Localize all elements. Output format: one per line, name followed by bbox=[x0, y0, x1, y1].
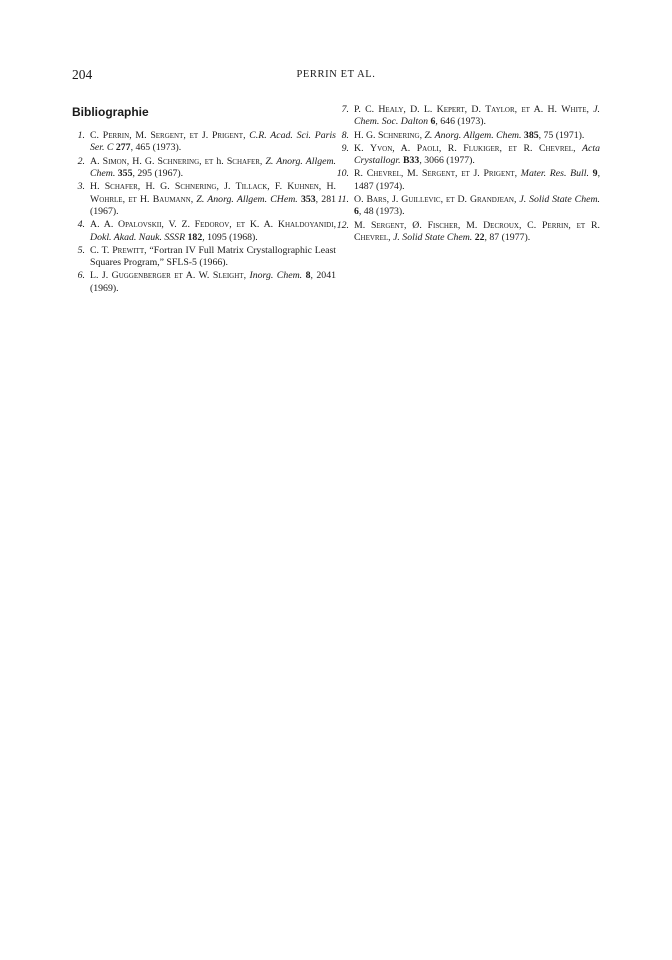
reference-text: , H. G. bbox=[137, 181, 175, 193]
reference-text: , bbox=[333, 219, 337, 231]
reference-number: 1. bbox=[77, 130, 85, 141]
reference-number: 2. bbox=[77, 155, 85, 167]
reference-text: et bbox=[204, 155, 214, 167]
reference-text: Grandjean bbox=[469, 194, 514, 206]
reference-text: M. bbox=[354, 219, 371, 231]
reference-text: Perrin bbox=[541, 219, 569, 231]
reference-text: Schnering bbox=[174, 181, 217, 193]
reference-number: 5. bbox=[77, 244, 85, 256]
reference-text: , bbox=[513, 194, 520, 206]
reference-text: , bbox=[199, 155, 205, 167]
reference-number: 6. bbox=[77, 270, 85, 282]
reference-text: 9 bbox=[592, 168, 598, 180]
reference-text: et bbox=[576, 219, 586, 231]
reference-text: , D. bbox=[464, 104, 486, 115]
reference-text: Schafer bbox=[226, 155, 260, 167]
reference-number: 12. bbox=[336, 219, 349, 231]
reference-text: C. T. bbox=[90, 244, 113, 256]
reference-text: A. W. bbox=[182, 270, 213, 282]
reference-text: 8 bbox=[305, 270, 311, 282]
reference-text: A. H. bbox=[529, 104, 562, 115]
reference-text: , 1487 (1974). bbox=[354, 168, 601, 192]
reference-text: P. C. bbox=[354, 104, 379, 115]
reference-text: Kuhnen bbox=[287, 181, 319, 193]
reference-text: Dokl. Akad. Nauk. SSSR bbox=[90, 231, 186, 243]
reference-text: h. bbox=[213, 155, 227, 167]
reference-text: Prigent bbox=[211, 130, 244, 141]
reference-text: K. bbox=[354, 142, 371, 154]
reference-text: Sergent bbox=[370, 219, 405, 231]
reference-text: Taylor bbox=[485, 104, 515, 115]
reference-text: 182 bbox=[187, 231, 203, 243]
reference-item bbox=[336, 143, 600, 168]
reference-text: , bbox=[568, 219, 577, 231]
reference-item bbox=[72, 245, 336, 270]
reference-number: 11. bbox=[337, 194, 349, 206]
reference-text: Fedorov bbox=[194, 219, 230, 231]
reference-text: , bbox=[388, 232, 394, 244]
reference-text: , 3066 (1977). bbox=[419, 155, 475, 167]
reference-text: R. bbox=[585, 219, 600, 231]
reference-text: , bbox=[122, 193, 129, 205]
reference-text: 22 bbox=[474, 232, 485, 244]
reference-text: Schnering bbox=[157, 155, 200, 167]
reference-text: , bbox=[183, 130, 190, 141]
reference-text: , 75 (1971). bbox=[538, 129, 585, 141]
reference-text: 355 bbox=[117, 168, 133, 180]
reference-text: , Ø. bbox=[404, 219, 428, 231]
bibliography-title: Bibliographie bbox=[72, 105, 149, 119]
reference-text: Perrin bbox=[102, 130, 130, 141]
reference-text: J. bbox=[469, 168, 484, 180]
reference-item bbox=[336, 130, 600, 142]
reference-item bbox=[72, 130, 336, 155]
reference-text: , bbox=[455, 168, 462, 180]
reference-text: , bbox=[243, 270, 250, 282]
reference-text: A. A. bbox=[90, 219, 119, 231]
reference-text: D. bbox=[454, 194, 470, 206]
reference-text: , 48 (1973). bbox=[358, 206, 405, 218]
reference-text: Schafer bbox=[104, 181, 138, 193]
reference-text: et bbox=[461, 168, 470, 180]
reference-text: 385 bbox=[523, 129, 539, 141]
reference-text: , bbox=[499, 142, 509, 154]
reference-text: Fischer bbox=[427, 219, 458, 231]
reference-text: , bbox=[586, 104, 594, 115]
reference-text: 6 bbox=[354, 206, 359, 218]
reference-text: , 2041 (1969). bbox=[90, 270, 336, 294]
reference-text: , C. bbox=[518, 219, 542, 231]
reference-text: 353 bbox=[300, 193, 316, 205]
reference-text: B33 bbox=[403, 155, 420, 167]
reference-text: C.R. Acad. Sci. Paris Ser. C bbox=[90, 130, 336, 154]
reference-text: , M. bbox=[129, 130, 151, 141]
page-number: 204 bbox=[72, 67, 93, 82]
reference-text: H. G. bbox=[354, 129, 378, 141]
reference-text: , bbox=[419, 129, 425, 141]
reference-text: 6 bbox=[430, 116, 436, 128]
reference-number: 7. bbox=[341, 104, 349, 115]
reference-text: et bbox=[236, 219, 246, 231]
reference-text: Prewitt bbox=[112, 244, 145, 256]
reference-text: White bbox=[561, 104, 587, 115]
reference-item bbox=[336, 168, 600, 193]
reference-text: K. A. bbox=[245, 219, 278, 231]
running-head: PERRIN ET AL. bbox=[296, 69, 376, 80]
reference-number: 9. bbox=[341, 142, 349, 154]
reference-list-right bbox=[333, 104, 601, 245]
reference-text: , J. bbox=[216, 181, 236, 193]
reference-text: et bbox=[521, 104, 530, 115]
reference-text: Paoli bbox=[416, 142, 439, 154]
reference-text: Bars bbox=[366, 194, 387, 206]
reference-item bbox=[336, 194, 600, 219]
reference-item bbox=[72, 156, 336, 181]
reference-text: A. bbox=[90, 155, 103, 167]
reference-text: L. J. bbox=[90, 270, 112, 282]
reference-text: Z. Anorg. Allgem. CHem. bbox=[196, 193, 298, 205]
reference-text: , 295 (1967). bbox=[132, 168, 184, 180]
reference-text: H. bbox=[90, 181, 105, 193]
reference-text: , V. Z. bbox=[161, 219, 195, 231]
reference-text: Sergent bbox=[421, 168, 455, 180]
reference-item bbox=[333, 219, 600, 245]
reference-text: , bbox=[514, 168, 521, 180]
reference-text: 277 bbox=[115, 142, 131, 154]
reference-text: , bbox=[440, 194, 446, 206]
reference-text: Wohrle bbox=[90, 193, 123, 205]
reference-text: Sergent bbox=[150, 130, 184, 141]
reference-text: , M. bbox=[400, 168, 422, 180]
reference-text: Flukiger bbox=[463, 142, 500, 154]
reference-text: J. Solid State Chem. bbox=[519, 194, 600, 206]
reference-text: Guillevic bbox=[401, 194, 441, 206]
reference-text: Kepert bbox=[436, 104, 465, 115]
reference-item bbox=[72, 181, 336, 218]
reference-text: , bbox=[229, 219, 237, 231]
reference-item bbox=[72, 219, 336, 244]
reference-text: R. bbox=[516, 142, 539, 154]
reference-text: Guggenberger bbox=[111, 270, 171, 282]
reference-text: H. bbox=[136, 193, 153, 205]
reference-text: , “Fortran IV Full Matrix Crystallographic Least Squares Program,” SFLS-5 (1966). bbox=[90, 244, 336, 269]
reference-text: O. bbox=[354, 194, 367, 206]
reference-text: , bbox=[573, 142, 583, 154]
reference-text: Acta Crystallogr. bbox=[354, 142, 600, 167]
reference-text: , bbox=[243, 130, 250, 141]
reference-text: , R. bbox=[438, 142, 464, 154]
reference-text: Chevrel bbox=[354, 232, 389, 244]
reference-text: J. Solid State Chem. bbox=[393, 232, 473, 244]
reference-text: et bbox=[174, 270, 183, 282]
reference-text: Yvon bbox=[370, 142, 393, 154]
reference-number: 10. bbox=[336, 168, 349, 180]
reference-text: , 281 (1967). bbox=[90, 193, 336, 218]
reference-text: Mater. Res. Bull. bbox=[520, 168, 589, 180]
reference-text: Baumann bbox=[152, 193, 191, 205]
reference-text: J. bbox=[198, 130, 212, 141]
reference-number: 3. bbox=[77, 181, 85, 193]
reference-number: 8. bbox=[341, 129, 349, 141]
reference-text: Simon bbox=[102, 155, 127, 167]
reference-text: , A. bbox=[392, 142, 417, 154]
reference-text: Chevrel bbox=[366, 168, 401, 180]
reference-text: , F. bbox=[267, 181, 288, 193]
reference-text: , 465 (1973). bbox=[130, 142, 182, 154]
reference-text: Inorg. Chem. bbox=[249, 270, 303, 282]
reference-text: , 1095 (1968). bbox=[202, 231, 258, 243]
reference-text: , bbox=[259, 155, 266, 167]
reference-text: et bbox=[189, 130, 199, 141]
reference-text: Prigent bbox=[483, 168, 515, 180]
reference-item bbox=[72, 270, 336, 295]
reference-text: , bbox=[514, 104, 522, 115]
reference-text: , 646 (1973). bbox=[435, 116, 486, 128]
reference-text: Chevrel bbox=[538, 142, 574, 154]
reference-text: et bbox=[508, 142, 517, 154]
reference-text: et bbox=[445, 194, 455, 206]
reference-text: , D. L. bbox=[403, 104, 437, 115]
reference-list-left bbox=[72, 130, 336, 296]
reference-text: C. bbox=[90, 130, 103, 141]
reference-text: Z. Anorg. Allgem. Chem. bbox=[90, 155, 336, 180]
reference-text: , 87 (1977). bbox=[484, 232, 531, 244]
reference-text: Khaldoyanidi bbox=[277, 219, 334, 231]
reference-number: 4. bbox=[77, 219, 85, 231]
reference-text: , H. G. bbox=[126, 155, 158, 167]
reference-text: , J. bbox=[386, 194, 402, 206]
reference-text: et bbox=[128, 193, 137, 205]
reference-text: Opalovskii bbox=[118, 219, 162, 231]
reference-text: Tillack bbox=[235, 181, 268, 193]
reference-text: Sleight bbox=[212, 270, 244, 282]
reference-text: , bbox=[190, 193, 197, 205]
reference-text: Schnering bbox=[377, 129, 420, 141]
reference-text: Healy bbox=[378, 104, 404, 115]
reference-text: Decroux bbox=[483, 219, 519, 231]
reference-text: , H. bbox=[318, 181, 336, 193]
reference-text: , M. bbox=[457, 219, 484, 231]
reference-item bbox=[336, 104, 600, 129]
reference-text: J. Chem. Soc. Dalton bbox=[354, 104, 601, 128]
reference-text: Z. Anorg. Allgem. Chem. bbox=[424, 129, 522, 141]
reference-text: R. bbox=[354, 168, 367, 180]
